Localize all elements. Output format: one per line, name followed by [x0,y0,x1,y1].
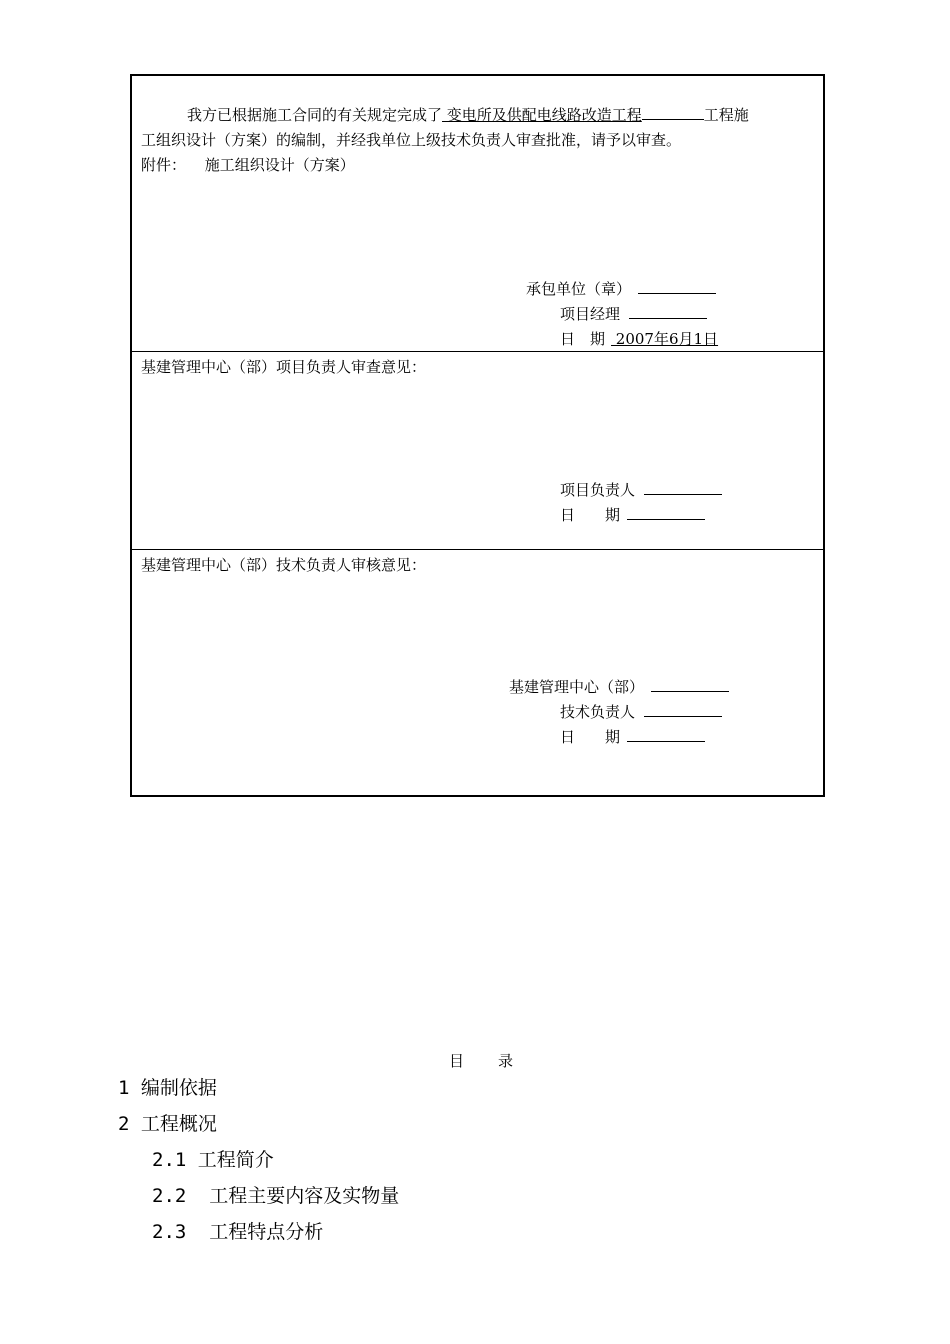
center-signature-field[interactable] [651,677,729,692]
technical-review-date-row [560,727,705,747]
project-review-date-row [560,505,705,525]
submission-line-1 [187,105,749,125]
project-review-section [132,352,823,550]
toc-title [449,1050,513,1071]
toc-title-char-1: 目 [449,1052,465,1070]
submission-date-value: 2007年6月1日 [611,330,719,348]
technical-review-heading: 基建管理中心（部）技术负责人审核意见： [141,556,427,574]
submission-date-row [560,329,718,349]
project-review-date-field[interactable] [627,505,705,520]
line1-prefix: 我方已根据施工合同的有关规定完成了 [187,106,443,124]
center-label: 基建管理中心（部） [509,678,645,696]
project-owner-row [560,480,722,500]
project-review-heading: 基建管理中心（部）项目负责人审查意见： [141,358,427,376]
approval-form [130,74,825,797]
attachment-line [141,155,355,175]
toc-item-2-1[interactable]: 2.1 工程简介 [152,1149,274,1171]
submission-date-label: 日 期 [560,330,606,348]
toc-item-2-3[interactable]: 2.3 工程特点分析 [152,1221,324,1243]
tech-owner-signature-field[interactable] [644,702,722,717]
toc-item-1[interactable]: 1 编制依据 [118,1077,217,1099]
line1-suffix: 工程施 [703,106,749,124]
toc-title-char-2: 录 [498,1052,514,1070]
contractor-label: 承包单位（章） [526,280,632,298]
toc-item-2[interactable]: 2 工程概况 [118,1113,217,1135]
manager-label: 项目经理 [560,305,621,323]
center-row [509,677,729,697]
project-name-blank [642,105,704,120]
tech-owner-row [560,702,722,722]
contractor-signature-field[interactable] [638,279,716,294]
project-owner-label: 项目负责人 [560,481,636,499]
project-owner-signature-field[interactable] [644,480,722,495]
attachment-label: 附件： [141,156,187,174]
attachment-value: 施工组织设计（方案） [204,156,355,174]
contractor-row [526,279,716,299]
manager-row [560,304,707,324]
tech-owner-label: 技术负责人 [560,703,636,721]
manager-signature-field[interactable] [629,304,707,319]
technical-review-date-label: 日 期 [560,728,621,746]
submission-line-2: 工组织设计（方案）的编制，并经我单位上级技术负责人审查批准，请予以审查。 [141,131,682,149]
project-review-date-label: 日 期 [560,506,621,524]
toc-item-2-2[interactable]: 2.2 工程主要内容及实物量 [152,1185,400,1207]
technical-review-date-field[interactable] [627,727,705,742]
project-name: 变电所及供配电线路改造工程 [442,106,642,124]
technical-review-section [132,550,823,799]
submission-section [132,76,823,352]
